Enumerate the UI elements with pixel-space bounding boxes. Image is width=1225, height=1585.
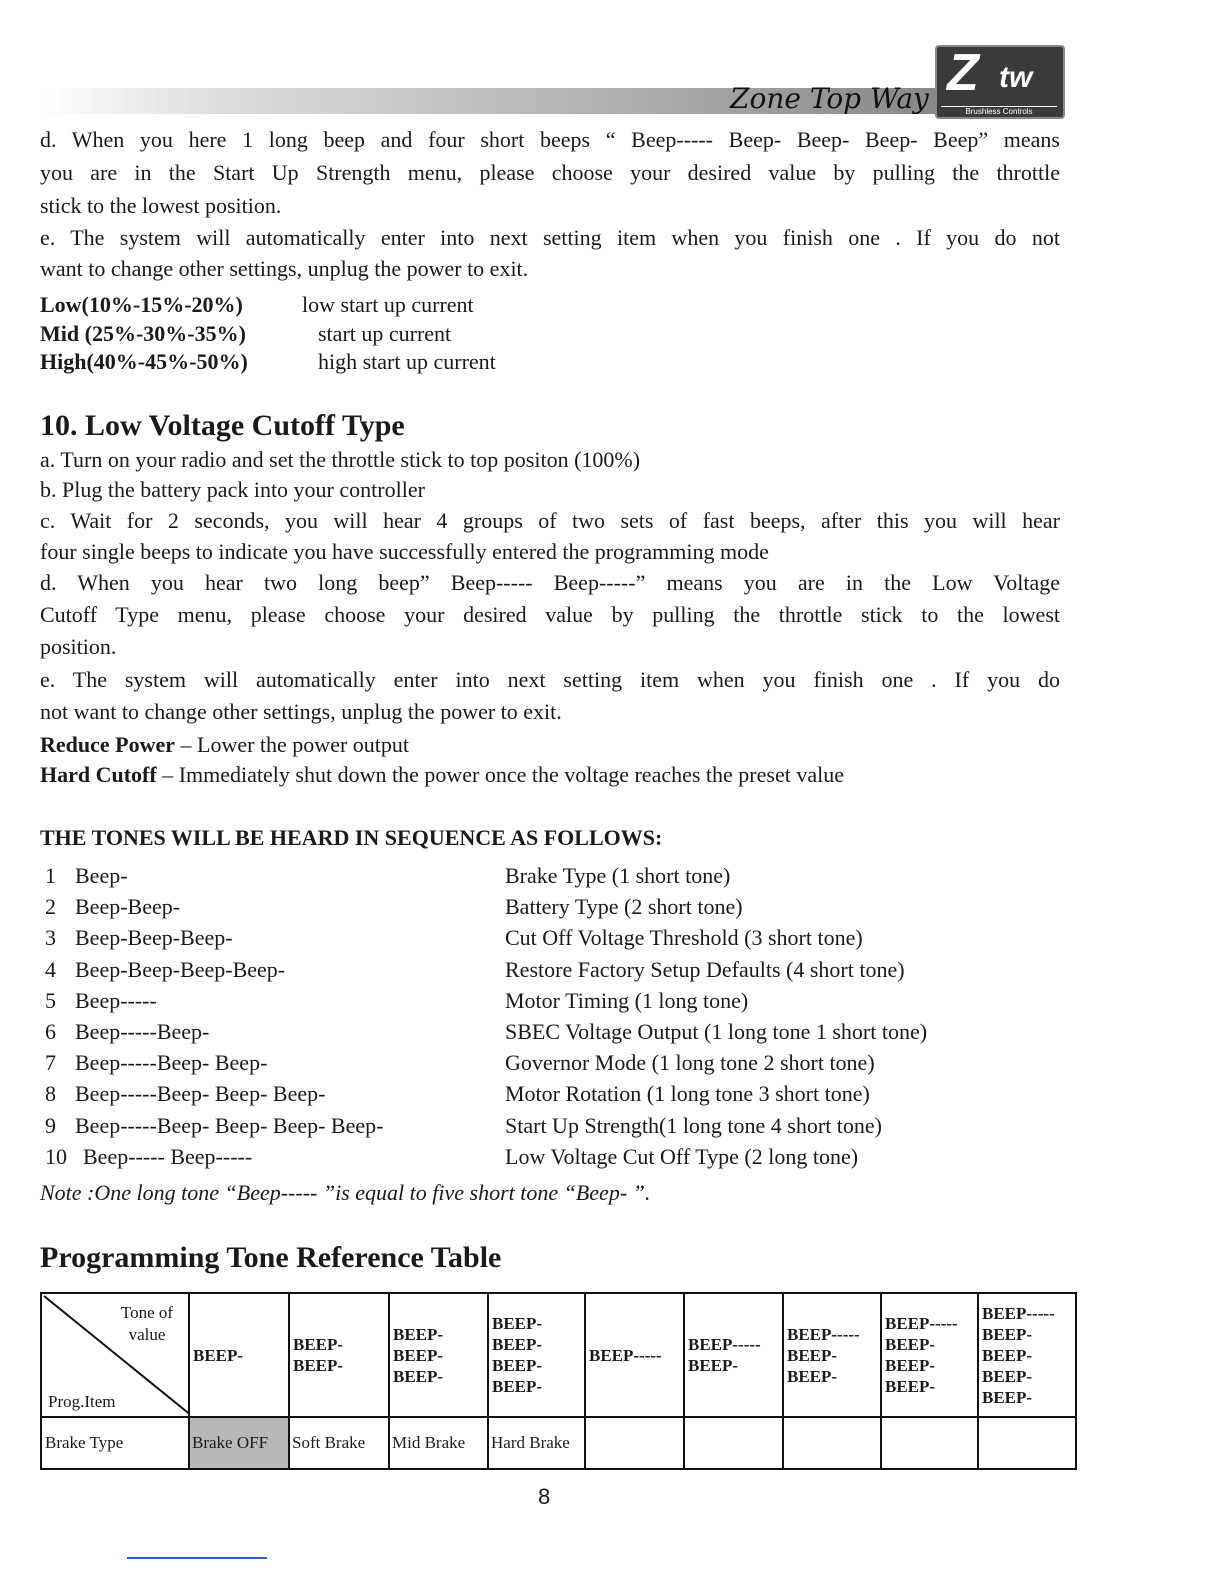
value-cell: Hard Brake [488,1417,585,1469]
option-desc: start up current [318,321,452,346]
beep-label: BEEP- [982,1324,1033,1344]
option-label: Mid (25%-30%-35%) [40,321,246,346]
table-corner-cell [41,1293,189,1417]
tone-beeps: Beep-----Beep- Beep- Beep- Beep- [75,1112,384,1138]
tone-column-header [684,1293,783,1417]
tone-desc: Low Voltage Cut Off Type (2 long tone) [505,1143,859,1169]
tone-desc: Restore Factory Setup Defaults (4 short tone) [505,956,905,982]
value-cell: Soft Brake [289,1417,389,1469]
value-cell [684,1417,783,1469]
tone-desc: Motor Rotation (1 long tone 3 short tone) [505,1081,870,1107]
section-line: four single beeps to indicate you have successfully entered the programming mode [40,539,769,564]
beep-label: BEEP- [393,1324,444,1344]
beep-label: BEEP- [393,1366,444,1386]
cutoff-option-desc: – Immediately shut down the power once the voltage reaches the preset value [156,762,844,787]
tone-number: 7 [45,1050,56,1076]
beep-label: BEEP- [393,1345,444,1365]
value-cell [881,1417,978,1469]
value-cell [783,1417,881,1469]
beep-label: BEEP----- [982,1303,1055,1323]
tones-note: Note :One long tone “Beep----- ”is equal to five short tone “Beep- ”. [40,1180,651,1205]
tone-column-header [289,1293,389,1417]
beep-label: BEEP----- [787,1324,860,1344]
beep-label: BEEP- [492,1356,543,1375]
tone-reference-table [40,1292,1077,1470]
tone-number: 9 [45,1112,56,1138]
tone-beeps: Beep-Beep- [75,894,181,920]
corner-top-label: Tone of value [120,1303,174,1344]
tone-number: 2 [45,894,56,920]
link-underline[interactable] [127,1557,267,1559]
beep-label: BEEP- [293,1335,344,1354]
intro-line: want to change other settings, unplug the power to exit. [40,256,529,281]
tone-desc: Governor Mode (1 long tone 2 short tone) [505,1050,875,1076]
beep-label: BEEP----- [688,1335,761,1354]
tone-desc: Brake Type (1 short tone) [505,863,731,888]
section-line: b. Plug the battery pack into your controller [40,477,425,502]
tone-beeps: Beep----- [75,987,157,1013]
section-line: d. When you hear two long beep” Beep----- Beep-----” means you are in the Low Voltage [40,570,1060,595]
tones-title: THE TONES WILL BE HEARD IN SEQUENCE AS FOLLOWS: [40,825,663,850]
section-line: c. Wait for 2 seconds, you will hear 4 groups of two sets of fast beeps, after this you will hear [40,508,1060,533]
tone-number: 8 [45,1081,56,1107]
tone-desc: Motor Timing (1 long tone) [505,987,749,1013]
cutoff-option [40,731,1060,759]
corner-bottom-label: Prog.Item [48,1392,116,1411]
tone-desc: Start Up Strength(1 long tone 4 short tone) [505,1112,883,1138]
section-title: 10. Low Voltage Cutoff Type [40,409,405,442]
cutoff-option-label: Reduce Power [40,732,176,757]
intro-line: d. When you here 1 long beep and four short beeps “ Beep----- Beep- Beep- Beep- Beep” means [40,127,1060,152]
beep-label: BEEP- [982,1345,1033,1365]
ztw-logo: Z tw Brushless Controls [935,45,1065,119]
beep-label: BEEP----- [885,1314,958,1333]
tone-beeps: Beep-Beep-Beep-Beep- [75,956,286,982]
page-number: 8 [538,1484,551,1509]
tone-beeps: Beep-Beep-Beep- [75,925,233,951]
beep-label: BEEP----- [589,1345,662,1365]
tone-beeps: Beep----- Beep----- [83,1143,253,1169]
prog-item-cell: Brake Type [41,1417,189,1469]
tone-column-header [389,1293,488,1417]
beep-label: BEEP- [492,1314,543,1333]
tone-number: 3 [45,925,56,951]
intro-line: stick to the lowest position. [40,193,282,218]
tone-beeps: Beep-----Beep- Beep- [75,1050,268,1076]
beep-label: BEEP- [688,1356,739,1375]
beep-label: BEEP- [982,1387,1033,1407]
intro-line: you are in the Start Up Strength menu, please choose your desired value by pulling the throttle [40,160,1060,185]
beep-label: BEEP- [787,1366,838,1386]
table-title: Programming Tone Reference Table [40,1241,502,1274]
cutoff-option [40,761,1060,789]
tone-column-header [978,1293,1076,1417]
tone-number: 10 [45,1143,67,1169]
section-line: Cutoff Type menu, please choose your desired value by pulling the throttle stick to the lowest [40,602,1060,627]
section-line: position. [40,634,117,659]
value-cell [585,1417,684,1469]
intro-line: e. The system will automatically enter into next setting item when you finish one . If you do not [40,225,1060,250]
beep-label: BEEP- [492,1377,543,1396]
value-cell: Mid Brake [389,1417,488,1469]
option-label: Low(10%-15%-20%) [40,292,243,317]
tone-beeps: Beep-----Beep- [75,1019,210,1044]
beep-label: BEEP- [787,1345,838,1365]
value-cell: Brake OFF [189,1417,289,1469]
option-desc: high start up current [318,349,496,374]
tone-column-header [488,1293,585,1417]
tone-number: 6 [45,1019,56,1044]
beep-label: BEEP- [982,1366,1033,1386]
value-cell [978,1417,1076,1469]
tone-beeps: Beep- [75,863,128,888]
beep-label: BEEP- [293,1356,344,1375]
tone-column-header [585,1293,684,1417]
option-desc: low start up current [302,292,474,317]
beep-label: BEEP- [193,1345,244,1365]
tone-desc: SBEC Voltage Output (1 long tone 1 short tone) [505,1019,928,1044]
section-line: not want to change other settings, unplug the power to exit. [40,699,562,724]
section-line: e. The system will automatically enter into next setting item when you finish one . If you do [40,667,1060,692]
beep-label: BEEP- [885,1335,936,1354]
tone-desc: Cut Off Voltage Threshold (3 short tone) [505,925,863,951]
option-label: High(40%-45%-50%) [40,349,248,374]
section-line: a. Turn on your radio and set the throttle stick to top positon (100%) [40,447,641,472]
cutoff-option-desc: – Lower the power output [175,732,410,757]
cutoff-option-label: Hard Cutoff [40,762,157,787]
tone-column-header [881,1293,978,1417]
tone-desc: Battery Type (2 short tone) [505,894,743,920]
tone-number: 1 [45,863,56,888]
beep-label: BEEP- [885,1356,936,1375]
brand-name: Zone Top Way [730,82,929,115]
beep-label: BEEP- [885,1377,936,1396]
tone-number: 5 [45,987,56,1013]
tone-beeps: Beep-----Beep- Beep- Beep- [75,1081,326,1107]
tone-column-header [189,1293,289,1417]
beep-label: BEEP- [492,1335,543,1354]
tone-column-header [783,1293,881,1417]
tone-number: 4 [45,956,56,982]
